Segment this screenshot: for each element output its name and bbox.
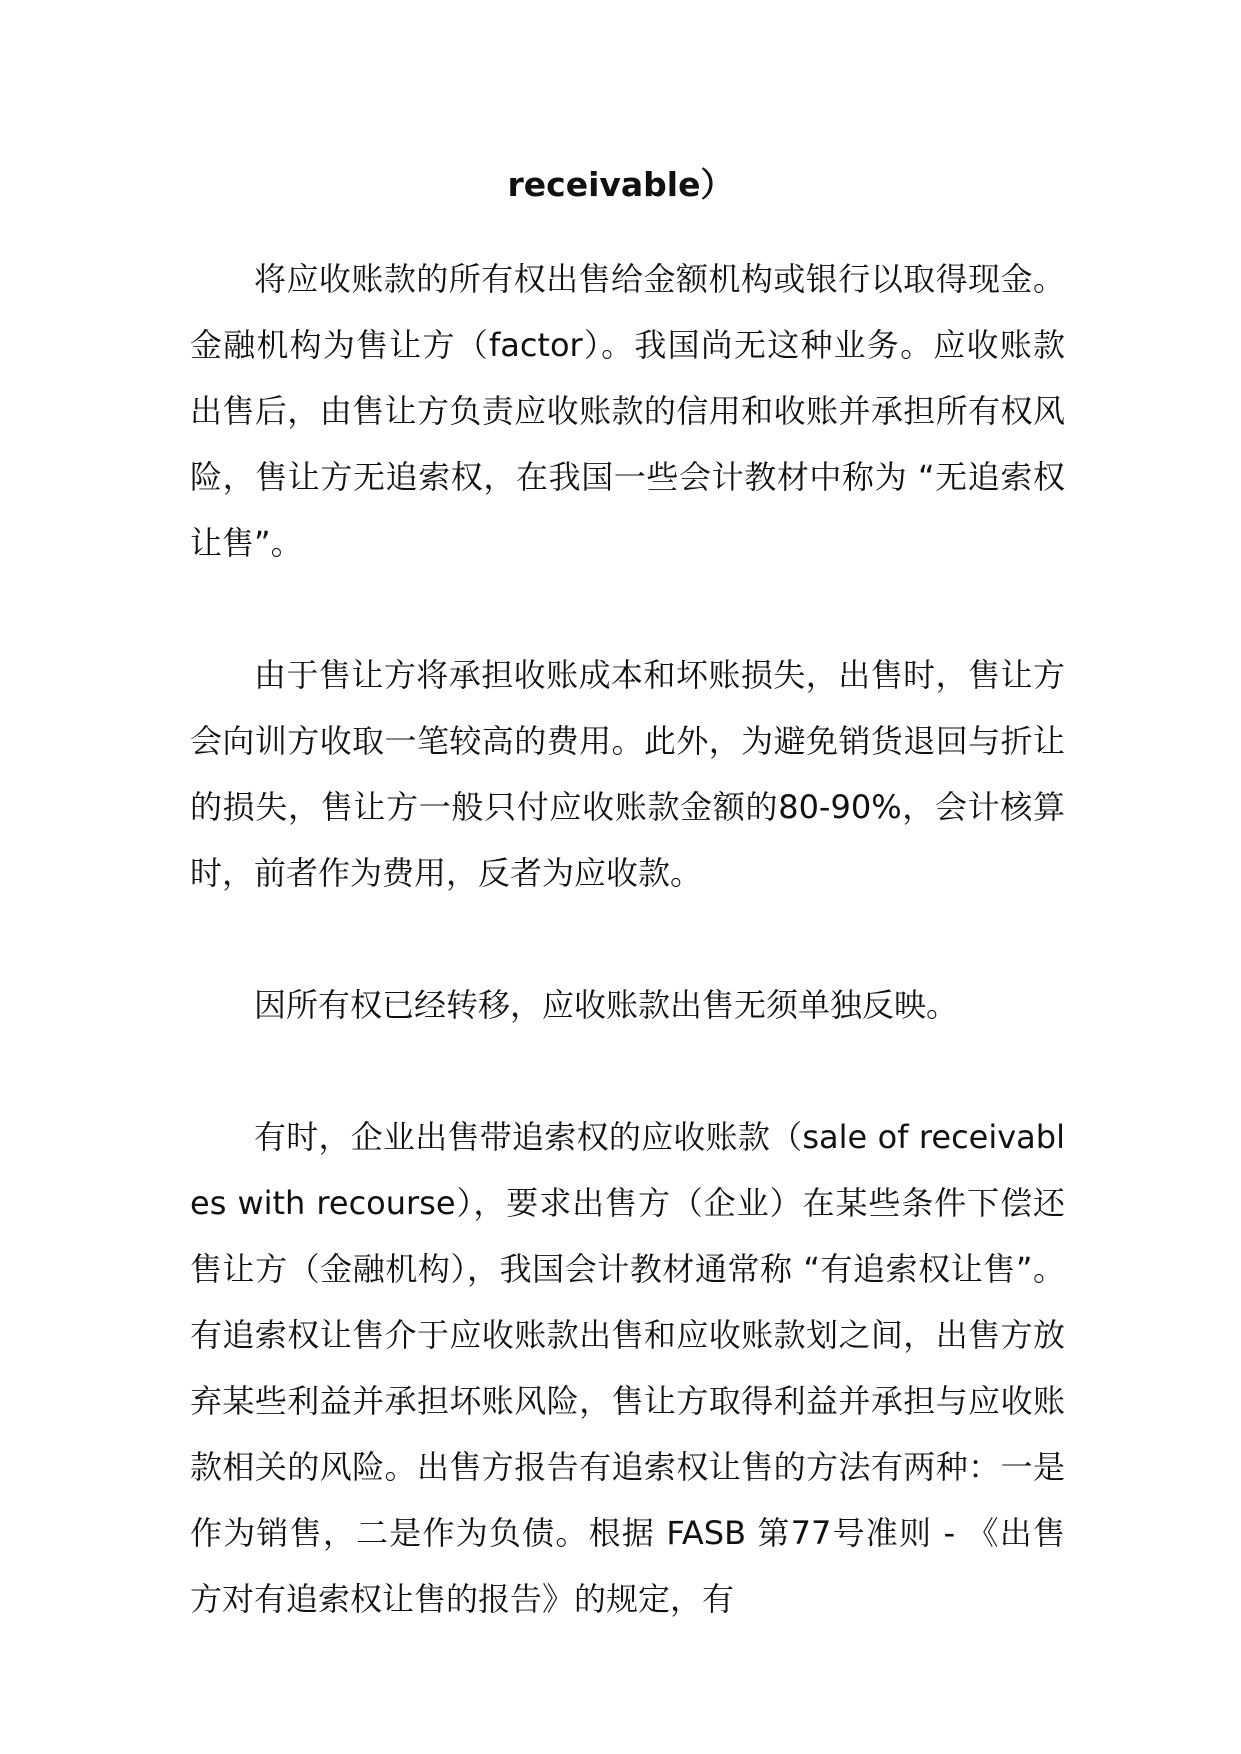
paragraph-factor-fees: 由于售让方将承担收账成本和坏账损失，出售时，售让方会向训方收取一笔较高的费用。此外，为避免销货退回与折让的损失，售让方一般只付应收账款金额的80-90%，会计核算时，前者作为费用，反者为应收款。 — [190, 656, 1065, 892]
paragraph-gap — [190, 1038, 1065, 1104]
section-heading: receivable） — [507, 165, 734, 204]
body-text — [190, 246, 1065, 1632]
paragraph-gap — [190, 576, 1065, 642]
paragraph-recourse-sale: 有时，企业出售带追索权的应收账款（sale of receivables with recourse），要求出售方（企业）在某些条件下偿还售让方（金融机构），我国会计教材通常称 “有追索权让售”。有追索权让售介于应收账款出售和应收账款划之间，出售方放弃某些利益并承担坏账风险，售让方取得利益并承担与应收账款相关的风险。出售方报告有追索权让售的方法有两种：一是作为销售，二是作为负债。根据 FASB 第77号准则 - 《出售方对有追索权让售的报告》的规定，有 — [190, 1118, 1065, 1618]
paragraph-gap — [190, 906, 1065, 972]
paragraph-factoring-definition: 将应收账款的所有权出售给金额机构或银行以取得现金。金融机构为售让方（factor）。我国尚无这种业务。应收账款出售后，由售让方负责应收账款的信用和收账并承担所有权风险，售让方无追索权，在我国一些会计教材中称为 “无追索权让售”。 — [190, 260, 1065, 562]
paragraph-ownership-transfer: 因所有权已经转移，应收账款出售无须单独反映。 — [254, 986, 959, 1024]
